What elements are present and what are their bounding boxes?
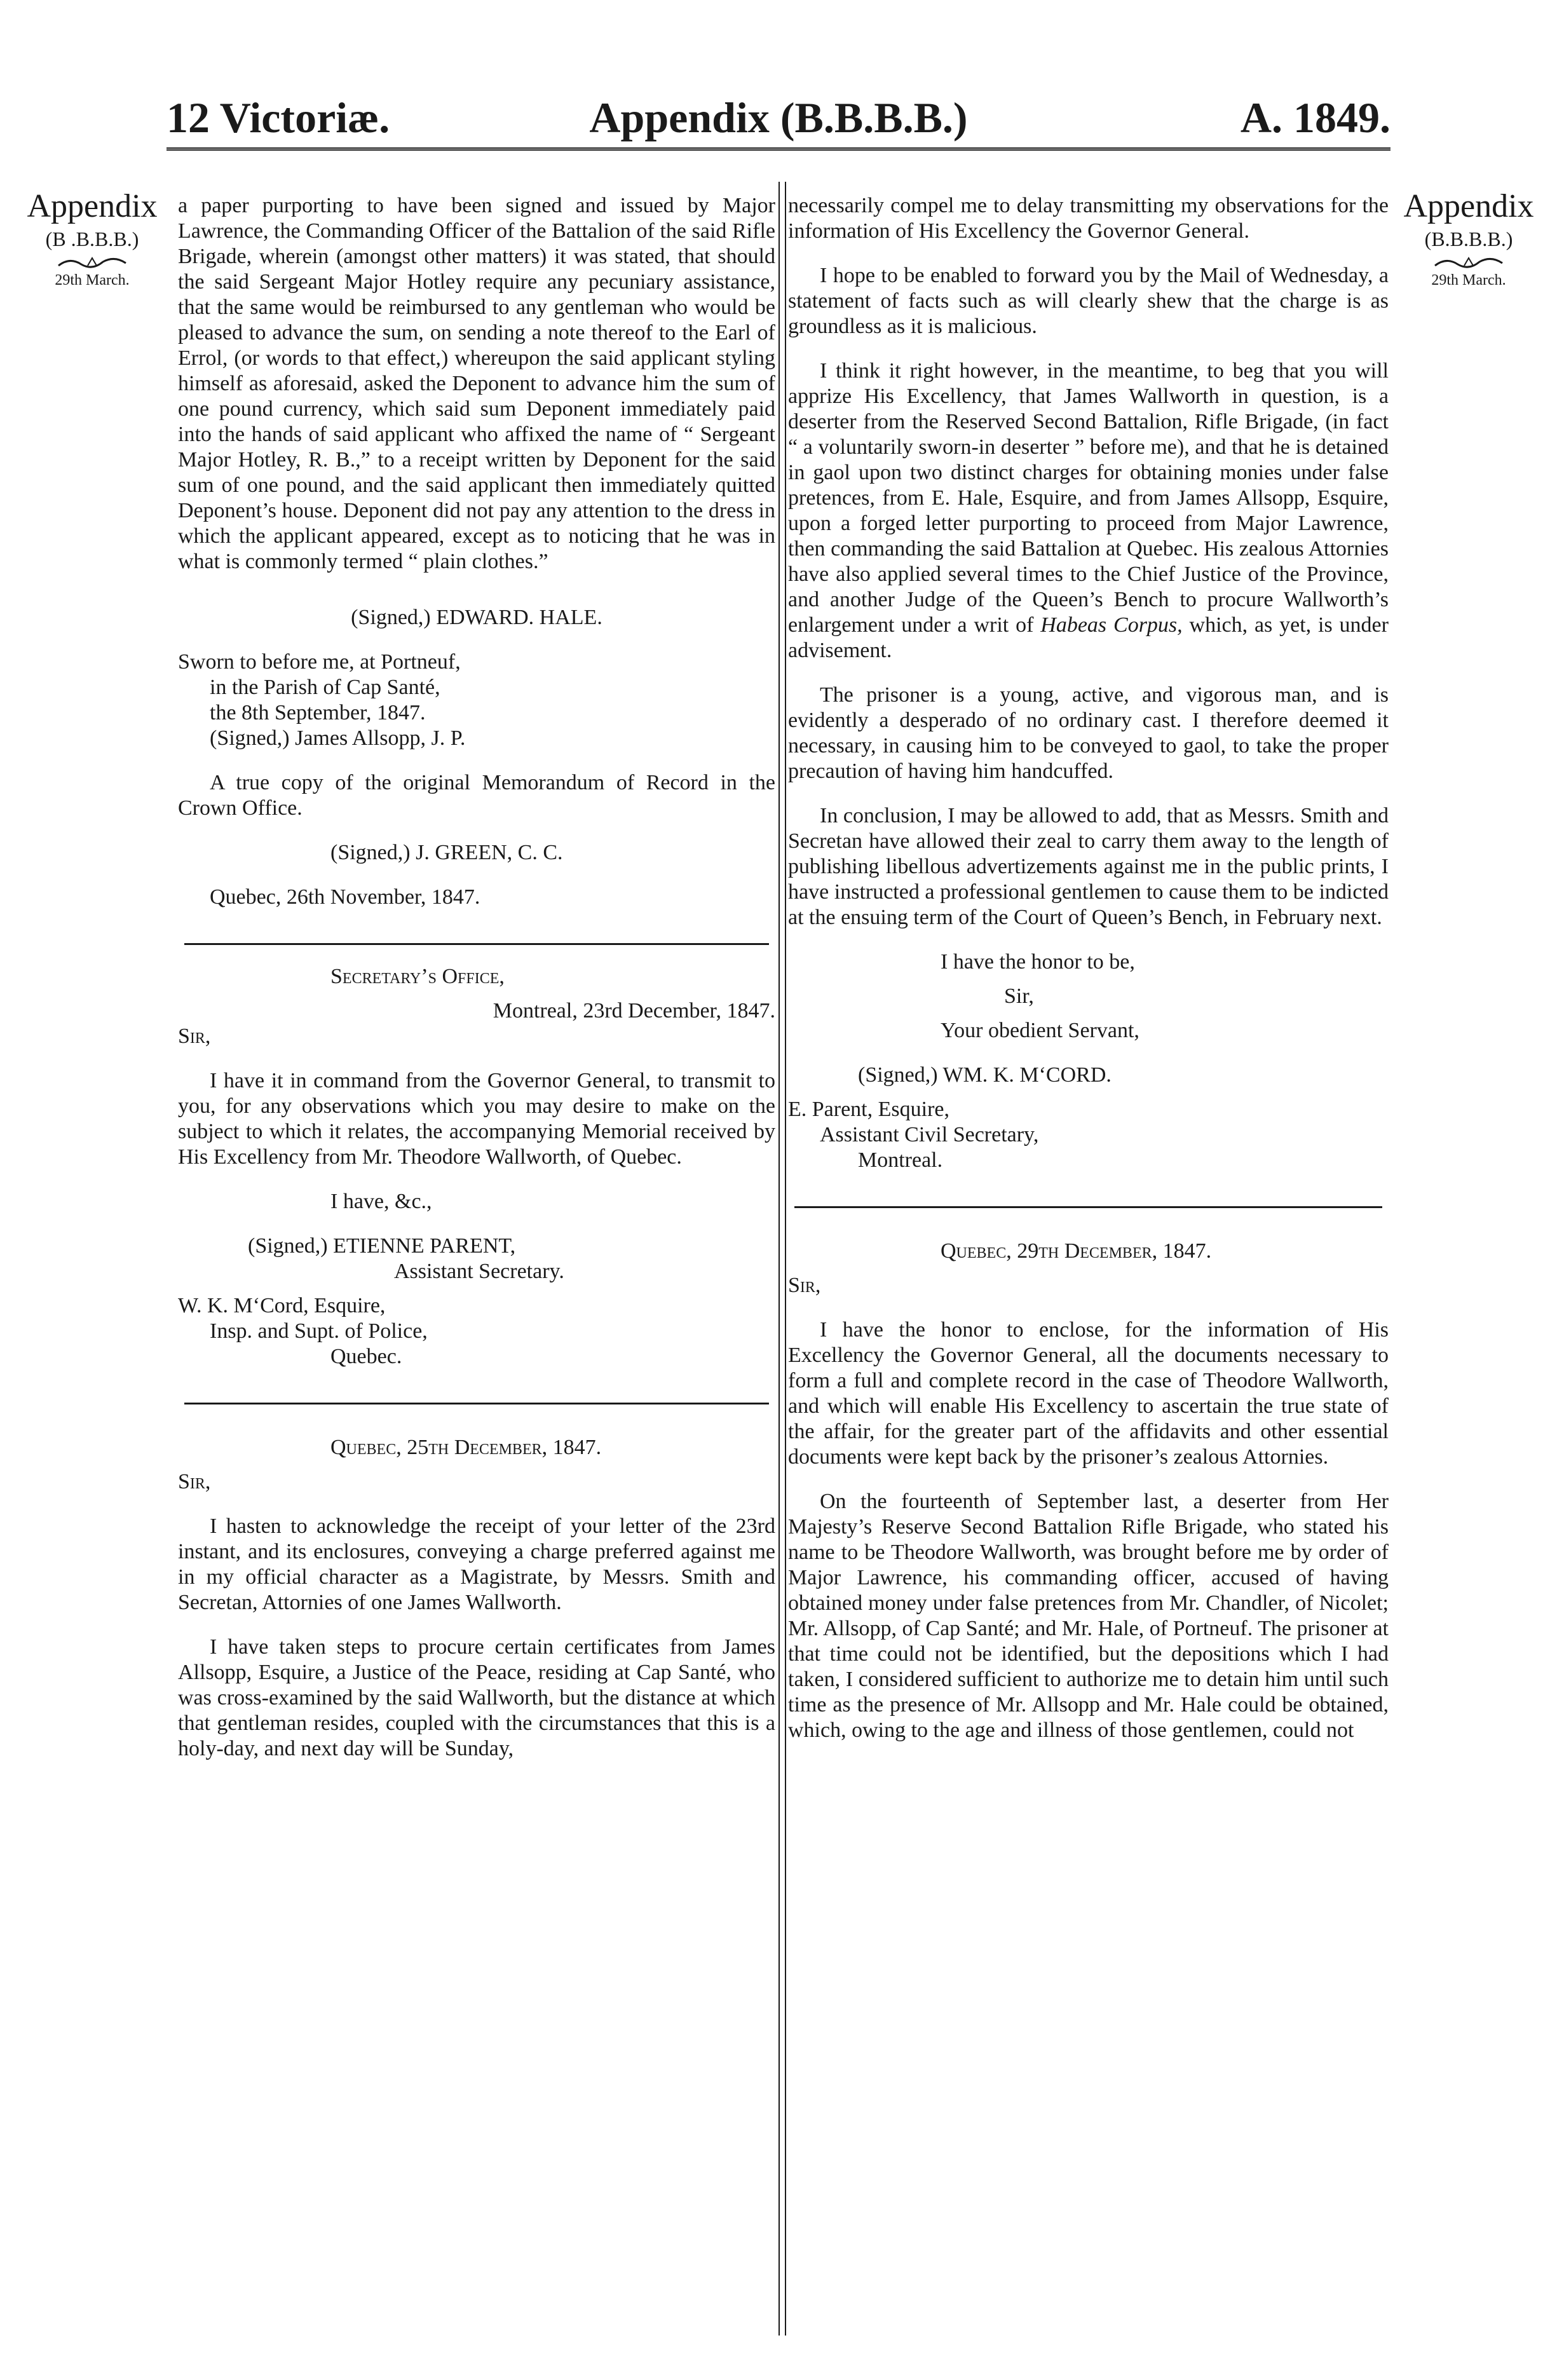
letter-paragraph (788, 358, 1389, 663)
salutation: Sir, (788, 1274, 821, 1297)
margin-date: 29th March. (55, 272, 130, 289)
signature-title: Assistant Secretary. (394, 1260, 564, 1283)
address-line-3: Quebec. (330, 1345, 402, 1368)
paragraph-text: I think it right however, in the meantime, to beg that you will apprize His Excellency, that James Wallworth in question, is a deserter from the Reserved Second Battalion, Rifle Brigade, (in fact “ a voluntarily sworn-in deserter ” before me), and that he is detained in gaol upon two distinct charges for obtaining monies under false pretences, from E. Hale, Esquire, and from James Allsopp, Esquire, upon a forged letter purporting to proceed from Major Lawrence, then commanding the said Battalion at Quebec. His zealous Attornies have also applied several times to the Chief Justice of the Province, and another Judge of the Queen’s Bench to procure Wallworth’s enlargement under a writ of (788, 359, 1389, 637)
closing-line: I have, &c., (330, 1190, 432, 1213)
letter-paragraph: I hasten to acknowledge the receipt of your letter of the 23rd instant, and its enclosures, conveying a charge preferred against me in my official character as a Magistrate, by Messrs. Smith and Secretan, Attornies of one James Wallworth. (178, 1514, 775, 1614)
salutation: Sir, (178, 1470, 211, 1493)
letter-paragraph: necessarily compel me to delay transmitting my observations for the information of His Excellency the Governor General. (788, 194, 1389, 243)
letter-paragraph: I have taken steps to procure certain certificates from James Allsopp, Esquire, a Justice of the Peace, residing at Cap Santé, who was cross-examined by the said Wallworth, but the distance at which that gentleman resides, coupled with the circumstances that this is a holy-day, and next day will be Sunday, (178, 1635, 775, 1760)
letter-paragraph: I have it in command from the Governor General, to transmit to you, for any observations which you may desire to make on the subject to which it relates, the accompanying Memorial received by His Excellency from Mr. Theodore Wallworth, of Quebec. (178, 1069, 775, 1169)
italic-term: Habeas Corpus, (1040, 613, 1183, 637)
margin-appendix-title: Appendix (27, 188, 158, 224)
signature-mccord: (Signed,) WM. K. M‘CORD. (858, 1063, 1112, 1087)
letter-paragraph: The prisoner is a young, active, and vigorous man, and is evidently a desperado of no ordinary cast. I therefore deemed it necessary, in causing him to be conveyed to gaol, to take the proper precaution of having him handcuffed. (788, 683, 1389, 783)
letter-date: Quebec, 25th December, 1847. (330, 1436, 602, 1459)
true-copy-note: A true copy of the original Memorandum of Record in the Crown Office. (178, 771, 775, 820)
header-session: 12 Victoriæ. (167, 93, 390, 142)
address-line-1: W. K. M‘Cord, Esquire, (178, 1294, 386, 1317)
sworn-line-2: in the Parish of Cap Santé, (210, 676, 440, 699)
margin-appendix-title: Appendix (1403, 188, 1534, 224)
header-year: A. 1849. (1240, 93, 1390, 142)
closing-servant: Your obedient Servant, (941, 1019, 1139, 1042)
header-rule (167, 147, 1390, 151)
deposition-paragraph: a paper purporting to have been signed and issued by Major Lawrence, the Commanding Officer of the Battalion of the said Rifle Brigade, wherein (amongst other matters) it was stated, that should the said Sergeant Major Hotley require any pecuniary assistance, that the same would be reimbursed to any gentleman who would be pleased to advance the sum, on sending a note thereof to the Earl of Errol, (or words to that effect,) whereupon the said applicant styling himself as aforesaid, asked the Deponent to advance him the sum of one pound currency, which said sum Deponent immediately paid into the hands of said applicant who affixed the name of “ Sergeant Major Hotley, R. B.,” to a receipt written by Deponent for the said sum of one pound, and the said applicant then immediately quitted Deponent’s house. Deponent did not pay any attention to the dress in which the applicant appeared, except as to noticing that he was in what is commonly termed “ plain clothes.” (178, 194, 775, 573)
address-line-3: Montreal. (858, 1148, 943, 1172)
header-title: Appendix (B.B.B.B.) (589, 93, 968, 142)
address-line-1: E. Parent, Esquire, (788, 1098, 949, 1121)
sworn-line-1: Sworn to before me, at Portneuf, (178, 650, 461, 674)
address-line-2: Assistant Civil Secretary, (820, 1123, 1039, 1146)
salutation: Sir, (178, 1024, 211, 1048)
address-line-2: Insp. and Supt. of Police, (210, 1319, 428, 1343)
left-column (178, 193, 775, 1762)
letter-date: Quebec, 26th November, 1847. (210, 885, 480, 909)
margin-date: 29th March. (1431, 272, 1506, 289)
letter-paragraph: In conclusion, I may be allowed to add, that as Messrs. Smith and Secretan have allowed their zeal to carry them away to the length of publishing libellous advertizements against me in the public prints, I have instructed a professional gentlemen to cause them to be indicted at the ensuing term of the Court of Queen’s Bench, in February next. (788, 804, 1389, 929)
margin-appendix-code: (B.B.B.B.) (1424, 228, 1513, 251)
closing-line: I have the honor to be, (941, 950, 1135, 974)
letter-heading: Secretary’s Office, (330, 965, 505, 988)
signature-green: (Signed,) J. GREEN, C. C. (330, 841, 563, 864)
signature-allsopp: (Signed,) James Allsopp, J. P. (210, 726, 466, 750)
letter-paragraph: I have the honor to enclose, for the information of His Excellency the Governor General, all the documents necessary to form a full and complete record in the case of Theodore Wallworth, and which will enable His Excellency to ascertain the true state of the affair, for the greater part of the affidavits and other essential documents were kept back by the prisoner’s zealous Attornies. (788, 1318, 1389, 1469)
letter-paragraph: On the fourteenth of September last, a deserter from Her Majesty’s Reserve Second Battalion Rifle Brigade, who stated his name to be Theodore Wallworth, was brought before me by order of Major Lawrence, his commanding officer, accused of having obtained money under false pretences from Mr. Chandler, of Nicolet; Mr. Allsopp, of Cap Santé; and Mr. Hale, of Portneuf. The prisoner at that time could not be identified, but the depositions which I had taken, I considered sufficient to authorize me to detain him until such time as the presence of Mr. Allsopp and Mr. Hale could be obtained, which, owing to the age and illness of those gentlemen, could not (788, 1490, 1389, 1742)
flourish-ornament-icon (1434, 255, 1504, 269)
right-column (788, 193, 1389, 1743)
letter-paragraph: I hope to be enabled to forward you by the Mail of Wednesday, a statement of facts such as will clearly shew that the charge is as groundless as it is malicious. (788, 264, 1389, 338)
page-header (167, 95, 1390, 140)
margin-note-right (1396, 188, 1542, 289)
flourish-ornament-icon (57, 255, 127, 269)
closing-sir: Sir, (1004, 984, 1034, 1008)
column-divider (778, 182, 786, 2336)
margin-note-left (19, 188, 165, 289)
sworn-line-3: the 8th September, 1847. (210, 701, 426, 724)
signature-parent: (Signed,) ETIENNE PARENT, (248, 1234, 516, 1258)
letter-date: Montreal, 23rd December, 1847. (493, 999, 775, 1023)
paragraph-text: which, as yet, is under advisement. (788, 613, 1389, 662)
letter-date: Quebec, 29th December, 1847. (941, 1239, 1212, 1263)
margin-appendix-code: (B .B.B.B.) (45, 228, 139, 251)
signature-hale: (Signed,) EDWARD. HALE. (351, 606, 602, 629)
